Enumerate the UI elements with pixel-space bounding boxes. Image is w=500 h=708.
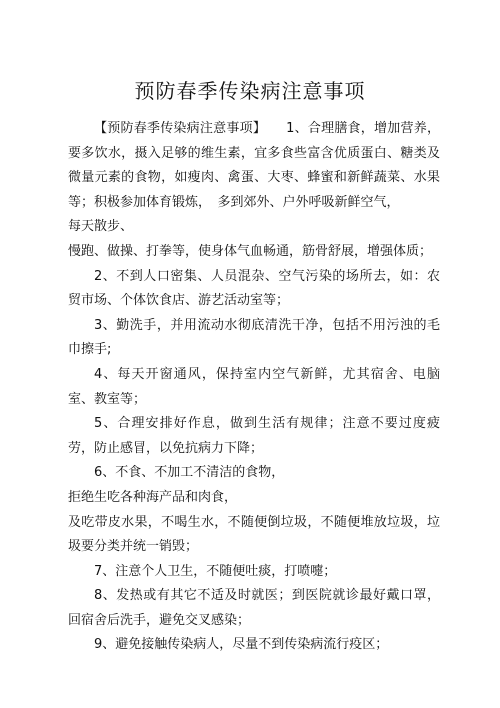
paragraph: 拒绝生吃各种海产品和肉食， — [68, 489, 238, 505]
paragraph: 9、避免接触传染病人，尽量不到传染病流行疫区； — [94, 637, 389, 653]
document-title: 预防春季传染病注意事项 — [134, 79, 366, 103]
paragraph: 6、不食、不加工不清洁的食物， — [94, 465, 285, 481]
paragraph: 8、发热或有其它不适及时就医；到医院就诊最好戴口罩，回宿舍后洗手，避免交叉感染； — [68, 588, 440, 628]
paragraph: 3、勤洗手，并用流动水彻底清洗干净，包括不用污浊的毛巾擦手; — [68, 317, 440, 358]
paragraph: 每天散步、 — [68, 219, 134, 235]
paragraph: 2、不到人口密集、人员混杂、空气污染的场所去，如：农贸市场、个体饮食店、游艺活动室等； — [68, 268, 440, 309]
paragraph: 5、合理安排好作息，做到生活有规律；注意不要过度疲劳，防止感冒，以免抗病力下降； — [68, 416, 440, 456]
document-body — [68, 117, 440, 658]
paragraph: 慢跑、做操、打拳等，使身体气血畅通，筋骨舒展，增强体质； — [68, 243, 433, 259]
paragraph: 【预防春季传染病注意事项】 1、合理膳食，增加营养，要多饮水，摄入足够的维生素，宜多食些富含优质蛋白、糖类及微量元素的食物，如瘦肉、禽蛋、大枣、蜂蜜和新鲜蔬菜、水果等；积极参加体育锻炼， 多到郊外、户外呼吸新鲜空气， — [68, 121, 440, 210]
paragraph: 7、注意个人卫生，不随便吐痰，打喷嚏； — [94, 563, 337, 579]
paragraph: 及吃带皮水果，不喝生水，不随便倒垃圾，不随便堆放垃圾，垃圾要分类并统一销毁； — [68, 514, 440, 555]
paragraph: 4、每天开窗通风，保持室内空气新鲜，尤其宿舍、电脑室、教室等； — [68, 366, 440, 407]
